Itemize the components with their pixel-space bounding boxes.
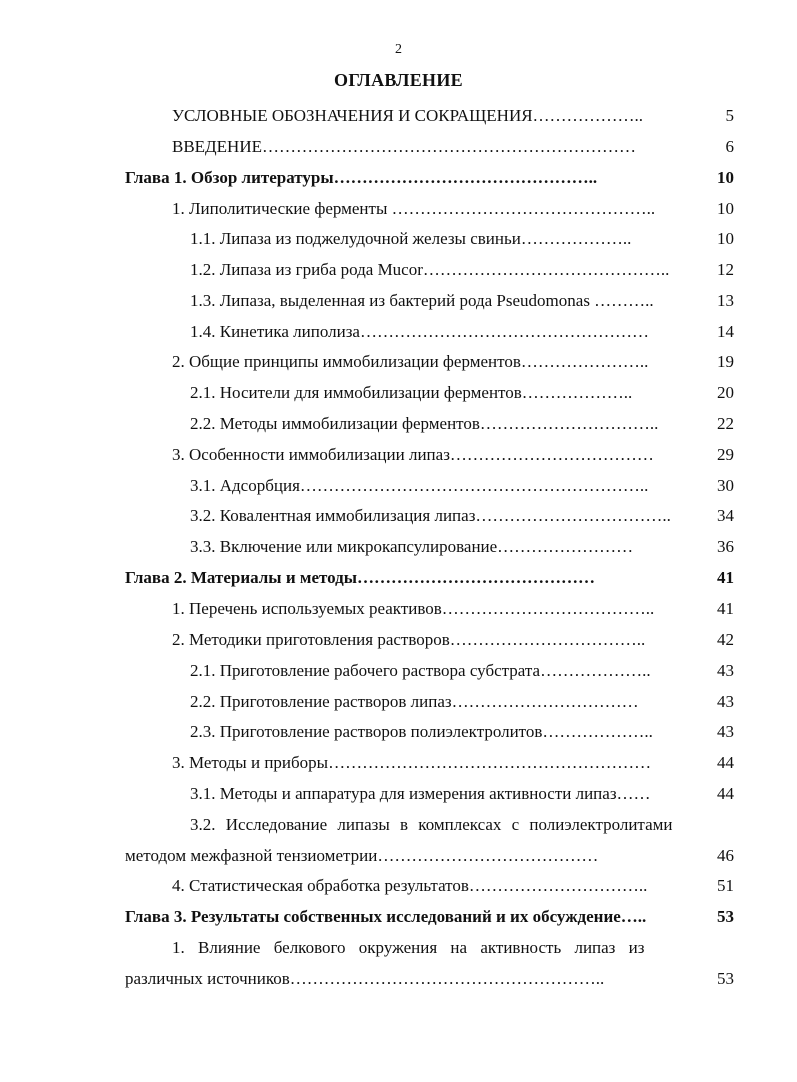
toc-entry-page: 6 — [725, 137, 734, 156]
toc-entry[interactable] — [0, 967, 797, 991]
toc-entry-page: 13 — [717, 291, 734, 310]
toc-entry[interactable] — [0, 504, 797, 528]
toc-entry[interactable] — [0, 813, 797, 837]
toc-entry-label: 1. Перечень используемых реактивов……………………………….. — [172, 599, 655, 618]
toc-chapter-2[interactable] — [0, 566, 797, 590]
toc-entry-label: 1.2. Липаза из гриба рода Mucor…………………………………….. — [190, 260, 670, 279]
toc-entry-page: 36 — [717, 537, 734, 556]
toc-entry[interactable] — [0, 474, 797, 498]
toc-entry-page: 46 — [717, 846, 734, 865]
toc-entry-label: 2.2. Методы иммобилизации ферментов………………………….. — [190, 414, 659, 433]
toc-entry[interactable] — [0, 628, 797, 652]
toc-entry[interactable] — [0, 597, 797, 621]
toc-entry[interactable] — [0, 782, 797, 806]
toc-entry-label: Глава 1. Обзор литературы……………………………………….. — [125, 168, 598, 187]
toc-entry-label: 1.1. Липаза из поджелудочной железы свиньи……………….. — [190, 229, 632, 248]
toc-entry-abbreviations[interactable] — [0, 104, 797, 128]
toc-entry-label: 2. Методики приготовления растворов…………………………….. — [172, 630, 646, 649]
toc-entry-label: методом межфазной тензиометрии………………………………… — [125, 846, 599, 865]
toc-entry-label: 2.1. Носители для иммобилизации ферментов……………….. — [190, 383, 633, 402]
toc-entry-label: 2.3. Приготовление растворов полиэлектролитов……………….. — [190, 722, 653, 741]
toc-entry-introduction[interactable] — [0, 135, 797, 159]
toc-entry[interactable] — [0, 751, 797, 775]
toc-entry-page: 53 — [717, 969, 734, 988]
toc-chapter-1[interactable] — [0, 166, 797, 190]
toc-entry-page: 41 — [717, 599, 734, 618]
toc-entry-label: 3. Особенности иммобилизации липаз……………………………… — [172, 445, 654, 464]
toc-entry[interactable] — [0, 936, 797, 960]
toc-entry-label: Глава 2. Материалы и методы…………………………………… — [125, 568, 596, 587]
toc-entry-page: 14 — [717, 322, 734, 341]
toc-entry[interactable] — [0, 443, 797, 467]
toc-entry-page: 5 — [725, 106, 734, 125]
toc-entry[interactable] — [0, 381, 797, 405]
toc-entry-label: 3.1. Адсорбция…………………………………………………….. — [190, 476, 649, 495]
page-number: 2 — [395, 42, 402, 57]
toc-entry-page: 20 — [717, 383, 734, 402]
toc-entry[interactable] — [0, 350, 797, 374]
toc-entry[interactable] — [0, 289, 797, 313]
toc-entry-page: 51 — [717, 876, 734, 895]
toc-entry-label: 3. Методы и приборы………………………………………………… — [172, 753, 652, 772]
toc-entry-label: 1. Влияние белкового окружения на активность липаз из — [172, 938, 645, 957]
toc-entry-label: 2. Общие принципы иммобилизации ферментов………………….. — [172, 352, 649, 371]
toc-entry-page: 43 — [717, 661, 734, 680]
toc-entry-label: 3.2. Исследование липазы в комплексах с полиэлектролитами — [190, 815, 673, 834]
toc-entry-page: 10 — [717, 199, 734, 218]
toc-entry-label: УСЛОВНЫЕ ОБОЗНАЧЕНИЯ И СОКРАЩЕНИЯ……………….. — [172, 106, 644, 125]
toc-entry-page: 19 — [717, 352, 734, 371]
toc-entry[interactable] — [0, 844, 797, 868]
toc-entry-label: ВВЕДЕНИЕ………………………………………………………… — [172, 137, 636, 156]
toc-entry-label: 4. Статистическая обработка результатов………………………….. — [172, 876, 648, 895]
toc-entry-page: 41 — [717, 568, 734, 587]
toc-entry[interactable] — [0, 874, 797, 898]
toc-entry-page: 42 — [717, 630, 734, 649]
toc-title: ОГЛАВЛЕНИЕ — [334, 70, 463, 90]
toc-entry[interactable] — [0, 720, 797, 744]
toc-entry-page: 12 — [717, 260, 734, 279]
toc-entry-page: 29 — [717, 445, 734, 464]
toc-entry-label: 3.3. Включение или микрокапсулирование…………………… — [190, 537, 634, 556]
toc-entry-label: 3.1. Методы и аппаратура для измерения активности липаз…… — [190, 784, 651, 803]
toc-entry[interactable] — [0, 659, 797, 683]
toc-entry[interactable] — [0, 535, 797, 559]
toc-entry-label: 1. Липолитические ферменты ……………………………………….. — [172, 199, 656, 218]
toc-entry-label: Глава 3. Результаты собственных исследований и их обсуждение….. — [125, 907, 647, 926]
toc-entry-page: 10 — [717, 168, 734, 187]
toc-entry-label: 2.1. Приготовление рабочего раствора субстрата……………….. — [190, 661, 651, 680]
toc-entry-page: 10 — [717, 229, 734, 248]
toc-entry-page: 53 — [717, 907, 734, 926]
toc-entry-label: 2.2. Приготовление растворов липаз…………………………… — [190, 692, 639, 711]
toc-entry-label: 1.3. Липаза, выделенная из бактерий рода Pseudomonas ……….. — [190, 291, 654, 310]
toc-entry-label: различных источников……………………………………………….. — [125, 969, 605, 988]
toc-entry-page: 44 — [717, 753, 734, 772]
toc-entry-page: 43 — [717, 692, 734, 711]
toc-entry-label: 3.2. Ковалентная иммобилизация липаз…………………………….. — [190, 506, 671, 525]
toc-entry-page: 34 — [717, 506, 734, 525]
toc-entry-label: 1.4. Кинетика липолиза…………………………………………… — [190, 322, 649, 341]
toc-entry[interactable] — [0, 412, 797, 436]
toc-entry[interactable] — [0, 227, 797, 251]
toc-entry-page: 43 — [717, 722, 734, 741]
toc-entry[interactable] — [0, 690, 797, 714]
toc-entry[interactable] — [0, 258, 797, 282]
toc-entry-page: 30 — [717, 476, 734, 495]
toc-chapter-3[interactable] — [0, 905, 797, 929]
toc-entry-page: 22 — [717, 414, 734, 433]
toc-entry-page: 44 — [717, 784, 734, 803]
toc-entry[interactable] — [0, 320, 797, 344]
toc-entry[interactable] — [0, 197, 797, 221]
